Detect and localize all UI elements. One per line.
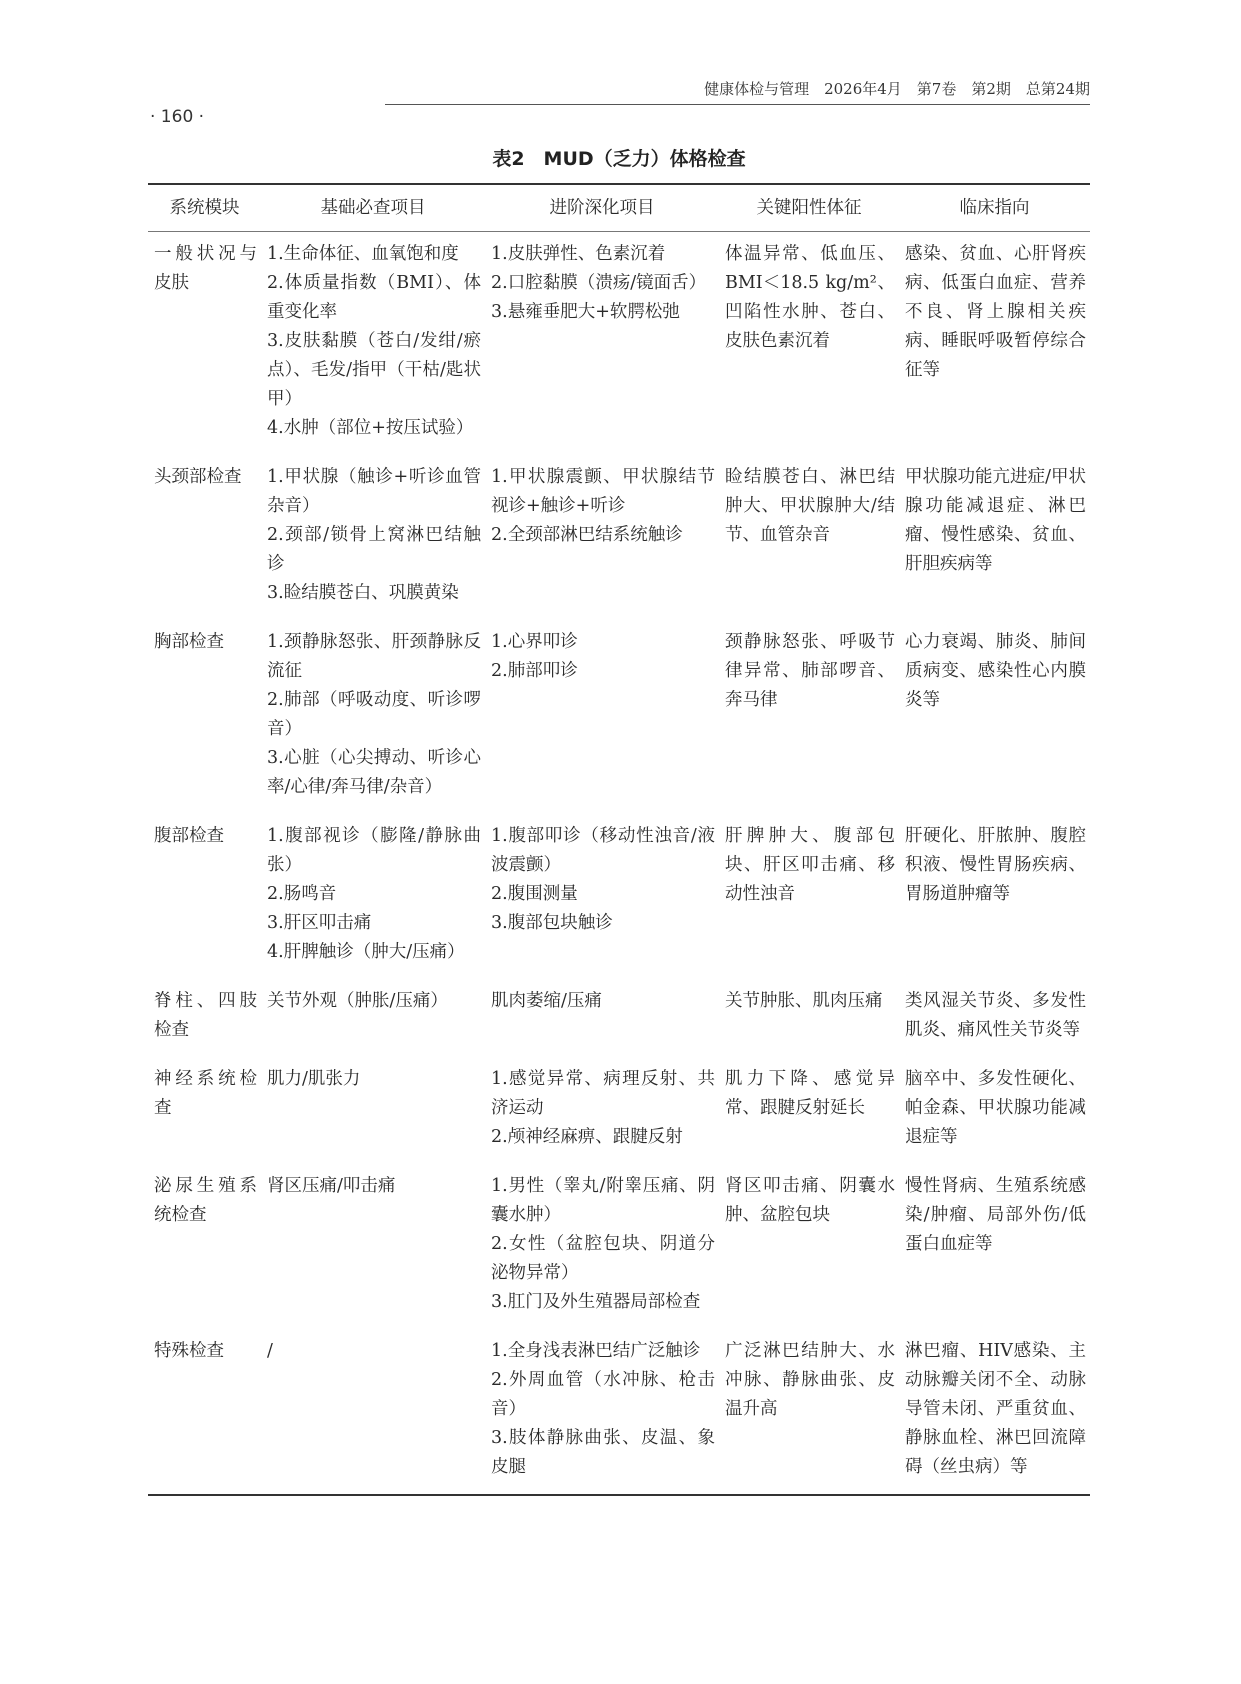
table-body [148, 232, 1090, 1496]
table-row [148, 232, 1090, 456]
cell-signs-line: 关节肿胀、肌肉压痛 [725, 991, 883, 1011]
cell-basic-line: 3.心脏（心尖搏动、听诊心率/心律/奔马律/杂音） [267, 748, 481, 797]
column-header-advanced: 进阶深化项目 [485, 184, 719, 232]
cell-basic-line: 肾区压痛/叩击痛 [267, 1176, 396, 1196]
table-header [148, 184, 1090, 232]
cell-advanced-line: 2.女性（盆腔包块、阴道分泌物异常） [491, 1234, 715, 1283]
cell-basic [261, 620, 485, 814]
cell-module: 一般状况与皮肤 [154, 244, 257, 293]
cell-basic-line: / [267, 1341, 273, 1361]
cell-basic [261, 1057, 485, 1164]
cell-clinical [899, 232, 1090, 456]
cell-basic-line: 3.皮肤黏膜（苍白/发绀/瘀点）、毛发/指甲（干枯/匙状甲） [267, 331, 481, 409]
cell-clinical [899, 814, 1090, 979]
cell-clinical-line: 肝硬化、肝脓肿、腹腔积液、慢性胃肠疾病、胃肠道肿瘤等 [905, 826, 1086, 904]
table-row [148, 620, 1090, 814]
cell-advanced [485, 814, 719, 979]
cell-signs-line: 肾区叩击痛、阴囊水肿、盆腔包块 [725, 1176, 895, 1225]
cell-advanced [485, 232, 719, 456]
cell-advanced-line: 1.甲状腺震颤、甲状腺结节视诊+触诊+听诊 [491, 467, 715, 516]
cell-clinical-line: 感染、贫血、心肝肾疾病、低蛋白血症、营养不良、肾上腺相关疾病、睡眠呼吸暂停综合征等 [905, 244, 1086, 380]
cell-advanced-line: 1.全身浅表淋巴结广泛触诊 [491, 1341, 701, 1361]
cell-signs [719, 1057, 899, 1164]
cell-signs [719, 1164, 899, 1329]
cell-basic-line: 3.睑结膜苍白、巩膜黄染 [267, 583, 459, 603]
cell-clinical [899, 455, 1090, 620]
column-header-signs: 关键阳性体征 [719, 184, 899, 232]
cell-clinical-line: 脑卒中、多发性硬化、帕金森、甲状腺功能减退症等 [905, 1069, 1086, 1147]
table-row [148, 1164, 1090, 1329]
cell-basic [261, 979, 485, 1057]
cell-advanced-line: 2.颅神经麻痹、跟腱反射 [491, 1127, 683, 1147]
cell-basic-line: 2.肺部（呼吸动度、听诊啰音） [267, 690, 481, 739]
cell-signs [719, 620, 899, 814]
cell-advanced-line: 2.外周血管（水冲脉、枪击音） [491, 1370, 715, 1419]
cell-advanced [485, 620, 719, 814]
cell-basic-line: 1.生命体征、血氧饱和度 [267, 244, 459, 264]
table-header-row [148, 184, 1090, 232]
cell-basic-line: 2.肠鸣音 [267, 884, 337, 904]
cell-basic-line: 1.腹部视诊（膨隆/静脉曲张） [267, 826, 481, 875]
cell-advanced-line: 2.肺部叩诊 [491, 661, 578, 681]
cell-clinical-line: 甲状腺功能亢进症/甲状腺功能减退症、淋巴瘤、慢性感染、贫血、肝胆疾病等 [905, 467, 1086, 574]
cell-basic-line: 关节外观（肿胀/压痛） [267, 991, 448, 1011]
cell-signs-line: 睑结膜苍白、淋巴结肿大、甲状腺肿大/结节、血管杂音 [725, 467, 895, 545]
cell-signs-line: 肝脾肿大、腹部包块、肝区叩击痛、移动性浊音 [725, 826, 895, 904]
table-row [148, 1329, 1090, 1495]
cell-basic [261, 814, 485, 979]
cell-advanced-line: 3.悬雍垂肥大+软腭松弛 [491, 302, 680, 322]
cell-signs [719, 814, 899, 979]
cell-clinical [899, 979, 1090, 1057]
cell-clinical-line: 类风湿关节炎、多发性肌炎、痛风性关节炎等 [905, 991, 1086, 1040]
cell-advanced [485, 1329, 719, 1495]
page-number: · 160 · [150, 107, 205, 127]
cell-advanced-line: 1.感觉异常、病理反射、共济运动 [491, 1069, 715, 1118]
cell-advanced-line: 2.口腔黏膜（溃疡/镜面舌） [491, 273, 707, 293]
table-row [148, 455, 1090, 620]
cell-clinical-line: 淋巴瘤、HIV感染、主动脉瓣关闭不全、动脉导管未闭、严重贫血、静脉血栓、淋巴回流障碍（丝虫病）等 [905, 1341, 1086, 1477]
table-row [148, 979, 1090, 1057]
cell-signs [719, 979, 899, 1057]
cell-clinical-line: 慢性肾病、生殖系统感染/肿瘤、局部外伤/低蛋白血症等 [905, 1176, 1086, 1254]
table-row [148, 814, 1090, 979]
cell-clinical-line: 心力衰竭、肺炎、肺间质病变、感染性心内膜炎等 [905, 632, 1086, 710]
cell-clinical [899, 1057, 1090, 1164]
column-header-clinical: 临床指向 [899, 184, 1090, 232]
cell-signs [719, 455, 899, 620]
cell-basic-line: 2.体质量指数（BMI）、体重变化率 [267, 273, 481, 322]
cell-advanced-line: 1.男性（睾丸/附睾压痛、阴囊水肿） [491, 1176, 715, 1225]
cell-basic [261, 1329, 485, 1495]
cell-basic-line: 1.甲状腺（触诊+听诊血管杂音） [267, 467, 481, 516]
cell-advanced-line: 2.腹围测量 [491, 884, 578, 904]
cell-module: 头颈部检查 [154, 467, 242, 487]
cell-advanced [485, 1057, 719, 1164]
cell-advanced-line: 2.全颈部淋巴结系统触诊 [491, 525, 683, 545]
cell-basic-line: 4.肝脾触诊（肿大/压痛） [267, 942, 465, 962]
table-row [148, 1057, 1090, 1164]
cell-basic-line: 1.颈静脉怒张、肝颈静脉反流征 [267, 632, 481, 681]
column-header-module: 系统模块 [148, 184, 261, 232]
cell-clinical [899, 1164, 1090, 1329]
cell-basic-line: 肌力/肌张力 [267, 1069, 361, 1089]
cell-module: 泌尿生殖系统检查 [154, 1176, 257, 1225]
cell-advanced-line: 3.肛门及外生殖器局部检查 [491, 1292, 701, 1312]
cell-signs-line: 广泛淋巴结肿大、水冲脉、静脉曲张、皮温升高 [725, 1341, 895, 1419]
cell-advanced [485, 1164, 719, 1329]
cell-advanced-line: 3.腹部包块触诊 [491, 913, 613, 933]
cell-basic-line: 2.颈部/锁骨上窝淋巴结触诊 [267, 525, 481, 574]
cell-basic [261, 232, 485, 456]
cell-advanced-line: 3.肢体静脉曲张、皮温、象皮腿 [491, 1428, 715, 1477]
cell-module: 神经系统检查 [154, 1069, 257, 1118]
cell-clinical [899, 1329, 1090, 1495]
cell-signs-line: 肌力下降、感觉异常、跟腱反射延长 [725, 1069, 895, 1118]
cell-module: 脊柱、四肢检查 [154, 991, 257, 1040]
table-title: 表2 MUD（乏力）体格检查 [492, 148, 746, 170]
cell-signs-line: 颈静脉怒张、呼吸节律异常、肺部啰音、奔马律 [725, 632, 895, 710]
cell-basic [261, 455, 485, 620]
cell-advanced-line: 1.腹部叩诊（移动性浊音/液波震颤） [491, 826, 715, 875]
header-rule [385, 104, 1090, 105]
cell-module: 胸部检查 [154, 632, 224, 652]
cell-advanced-line: 1.心界叩诊 [491, 632, 578, 652]
cell-signs-line: 体温异常、低血压、BMI＜18.5 kg/m²、凹陷性水肿、苍白、皮肤色素沉着 [725, 244, 895, 351]
cell-signs [719, 232, 899, 456]
journal-header: 健康体检与管理 2026年4月 第7卷 第2期 总第24期 [704, 80, 1090, 98]
cell-advanced-line: 肌肉萎缩/压痛 [491, 991, 602, 1011]
cell-module: 腹部检查 [154, 826, 224, 846]
cell-signs [719, 1329, 899, 1495]
cell-module: 特殊检查 [148, 1329, 261, 1495]
physical-exam-table [148, 183, 1090, 1496]
cell-advanced-line: 1.皮肤弹性、色素沉着 [491, 244, 666, 264]
column-header-basic: 基础必查项目 [261, 184, 485, 232]
cell-clinical [899, 620, 1090, 814]
cell-basic [261, 1164, 485, 1329]
cell-advanced [485, 979, 719, 1057]
cell-advanced [485, 455, 719, 620]
cell-basic-line: 3.肝区叩击痛 [267, 913, 372, 933]
cell-basic-line: 4.水肿（部位+按压试验） [267, 418, 474, 438]
